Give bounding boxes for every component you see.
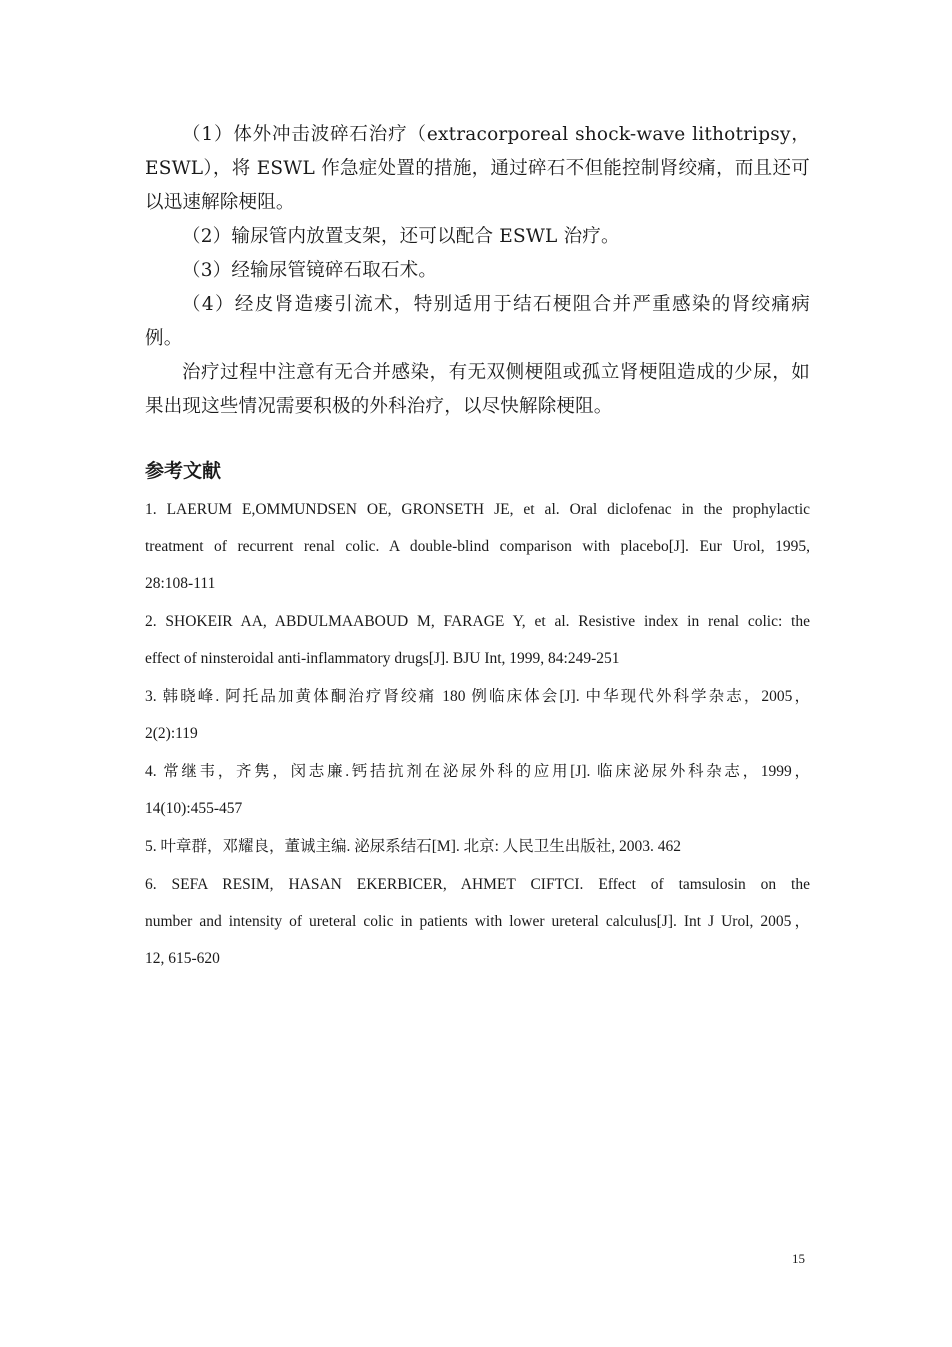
reference-line: 12, 615-620 <box>145 950 220 967</box>
reference-item <box>145 759 810 834</box>
paragraph-nephrostomy: （4）经皮肾造瘘引流术，特别适用于结石梗阻合并严重感染的肾绞痛病例。 <box>145 294 810 349</box>
reference-line: number and intensity of ureteral colic in patients with lower ureteral calculus[J]. Int J Urol, 2005， <box>145 913 810 930</box>
reference-line: treatment of recurrent renal colic. A double-blind comparison with placebo[J]. Eur Urol, 1995, <box>145 538 810 555</box>
reference-line: 5. 叶章群，邓耀良，董诚主编. 泌尿系结石[M]. 北京: 人民卫生出版社, 2003. 462 <box>145 838 682 855</box>
reference-item <box>145 684 810 759</box>
reference-item <box>145 834 810 872</box>
references-heading: 参考文献 <box>145 460 222 482</box>
reference-line: 14(10):455-457 <box>145 800 243 817</box>
reference-line: 6. SEFA RESIM, HASAN EKERBICER, AHMET CIFTCI. Effect of tamsulosin on the <box>145 876 810 893</box>
references-list <box>145 497 810 984</box>
paragraph-stent: （2）输尿管内放置支架，还可以配合 ESWL 治疗。 <box>182 226 620 247</box>
paragraph-eswl: （1）体外冲击波碎石治疗（extracorporeal shock-wave lithotripsy，ESWL），将 ESWL 作急症处置的措施，通过碎石不但能控制肾绞痛，而且还可以迅速解除梗阻。 <box>145 124 810 213</box>
reference-line: 3. 韩晓峰. 阿托品加黄体酮治疗肾绞痛 180 例临床体会[J]. 中华现代外科学杂志，2005， <box>145 688 810 705</box>
paragraph-ureteroscopy: （3）经输尿管镜碎石取石术。 <box>182 260 438 281</box>
reference-item <box>145 609 810 684</box>
body-text <box>145 118 810 424</box>
reference-item <box>145 497 810 609</box>
reference-line: 4. 常继韦，齐隽，闵志廉.钙拮抗剂在泌尿外科的应用[J]. 临床泌尿外科杂志，1999， <box>145 763 810 780</box>
reference-line: 1. LAERUM E,OMMUNDSEN OE, GRONSETH JE, et al. Oral diclofenac in the prophylactic <box>145 501 810 518</box>
reference-item <box>145 872 810 984</box>
page-number: 15 <box>792 1251 805 1266</box>
reference-line: 2. SHOKEIR AA, ABDULMAABOUD M, FARAGE Y, et al. Resistive index in renal colic: the <box>145 613 810 630</box>
reference-line: effect of ninsteroidal anti-inflammatory drugs[J]. BJU Int, 1999, 84:249-251 <box>145 650 620 667</box>
reference-line: 28:108-111 <box>145 575 216 592</box>
reference-line: 2(2):119 <box>145 725 198 742</box>
paragraph-treatment-notes: 治疗过程中注意有无合并感染，有无双侧梗阻或孤立肾梗阻造成的少尿，如果出现这些情况需要积极的外科治疗，以尽快解除梗阻。 <box>145 362 810 417</box>
